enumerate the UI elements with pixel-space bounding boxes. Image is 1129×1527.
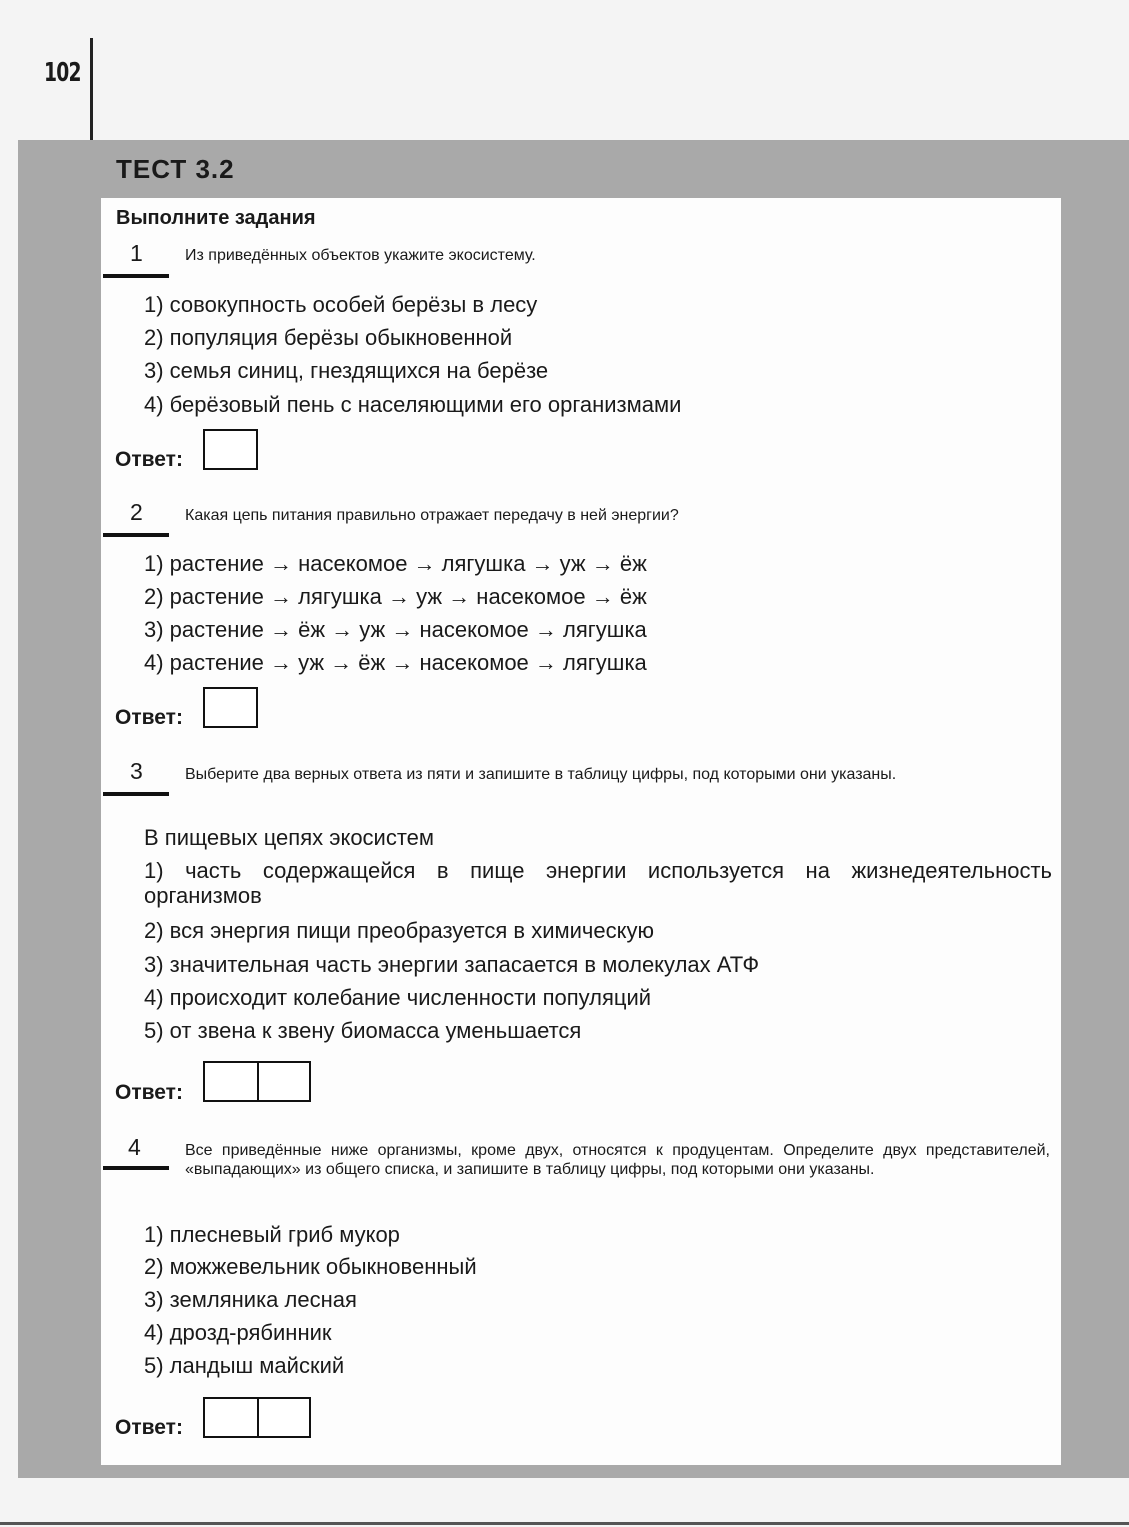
question-4-option-2: 2) можжевельник обыкновенный	[144, 1254, 477, 1279]
question-2-answer-box[interactable]	[203, 687, 258, 728]
question-3-answer-label: Ответ:	[115, 1081, 183, 1104]
question-3-number: 3	[130, 758, 143, 784]
question-3-option-3: 3) значительная часть энергии запасается в молекулах АТФ	[144, 952, 760, 977]
question-4-option-3: 3) земляника лесная	[144, 1287, 357, 1312]
question-3-option-5: 5) от звена к звену биомасса уменьшается	[144, 1018, 582, 1043]
page-number: 102	[44, 58, 81, 88]
question-2-text: Какая цепь питания правильно отражает передачу в ней энергии?	[185, 507, 679, 524]
test-title: ТЕСТ 3.2	[116, 154, 235, 184]
question-3-intro: В пищевых цепях экосистем	[144, 825, 435, 850]
page-margin-rule	[90, 38, 93, 142]
question-4-option-1: 1) плесневый гриб мукор	[144, 1222, 400, 1247]
question-1-option-4: 4) берёзовый пень с населяющими его организмами	[144, 392, 682, 417]
question-4-answer-cell-divider	[257, 1399, 259, 1436]
question-1-answer-label: Ответ:	[115, 448, 183, 471]
question-4-answer-label: Ответ:	[115, 1416, 183, 1439]
question-1-answer-box[interactable]	[203, 429, 258, 470]
question-3-option-4: 4) происходит колебание численности популяций	[144, 985, 652, 1010]
question-1-option-3: 3) семья синиц, гнездящихся на берёзе	[144, 358, 549, 383]
question-1-underline	[103, 274, 169, 278]
question-3-text: Выберите два верных ответа из пяти и запишите в таблицу цифры, под которыми они указаны.	[185, 766, 897, 783]
question-1-option-2: 2) популяция берёзы обыкновенной	[144, 325, 513, 350]
question-4-underline	[103, 1166, 169, 1170]
instruction-heading: Выполните задания	[116, 207, 316, 229]
question-4-number: 4	[128, 1134, 141, 1160]
question-3-answer-cell-divider	[257, 1063, 259, 1100]
question-3-underline	[103, 792, 169, 796]
question-2-answer-label: Ответ:	[115, 706, 183, 729]
question-2-option-4: 4) растение → уж → ёж → насекомое → лягушка	[144, 650, 647, 675]
question-2-number: 2	[130, 499, 143, 525]
question-3-answer-box[interactable]	[203, 1061, 311, 1102]
question-1-option-1: 1) совокупность особей берёзы в лесу	[144, 292, 538, 317]
question-4-text: Все приведённые ниже организмы, кроме двух, относятся к продуцентам. Определите двух представителей, «выпадающих» из общего списка, и запишите в таблицу цифры, под которыми они указаны.	[185, 1142, 1050, 1178]
question-1-text: Из приведённых объектов укажите экосистему.	[185, 247, 536, 264]
question-4-option-5: 5) ландыш майский	[144, 1353, 345, 1378]
question-3-option-2: 2) вся энергия пищи преобразуется в химическую	[144, 918, 654, 943]
question-2-option-1: 1) растение → насекомое → лягушка → уж → ёж	[144, 551, 647, 576]
page-bottom-edge	[0, 1522, 1129, 1525]
question-1-number: 1	[130, 240, 143, 266]
question-3-option-1: 1) часть содержащейся в пище энергии используется на жизнедеятельность организмов	[144, 858, 1052, 908]
question-2-underline	[103, 533, 169, 537]
question-2-option-2: 2) растение → лягушка → уж → насекомое → ёж	[144, 584, 647, 609]
question-4-answer-box[interactable]	[203, 1397, 311, 1438]
question-2-option-3: 3) растение → ёж → уж → насекомое → лягушка	[144, 617, 647, 642]
question-4-option-4: 4) дрозд-рябинник	[144, 1320, 332, 1345]
